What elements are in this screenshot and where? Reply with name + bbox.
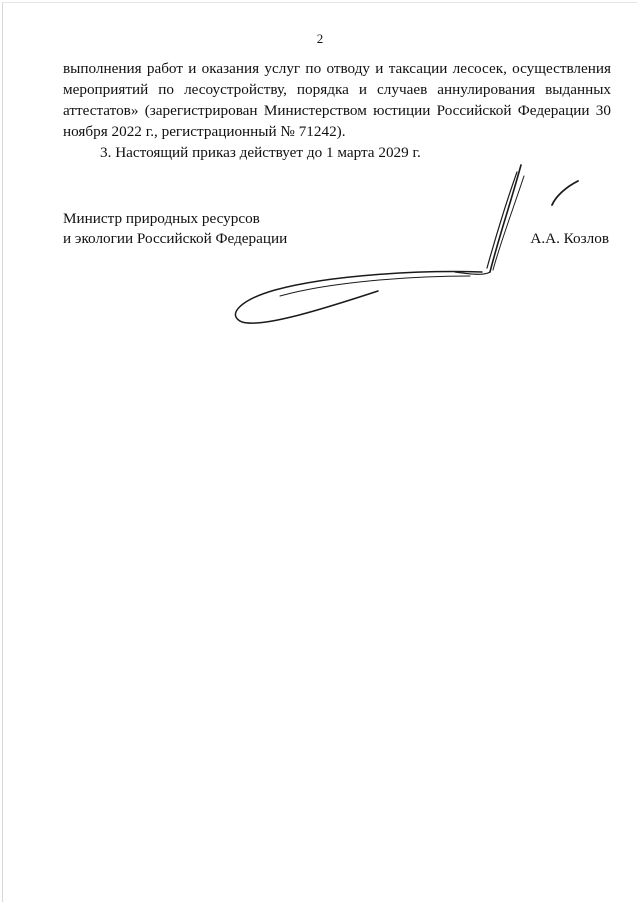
signature-stroke-vertical-3: [493, 176, 524, 270]
signatory-title-line-2: и экологии Российской Федерации: [63, 230, 288, 247]
signature-stroke-loop-inner: [280, 276, 470, 296]
signature-stroke-vertical-2: [487, 172, 517, 268]
signatory-title-line-1: Министр природных ресурсов: [63, 210, 260, 227]
signature-stroke-tick: [552, 181, 578, 205]
signature-stroke-loop: [235, 272, 482, 324]
paragraph-clause-3: 3. Настоящий приказ действует до 1 марта 2029 г.: [100, 144, 421, 161]
paragraph-continuation: выполнения работ и оказания услуг по отводу и таксации лесосек, осуществления мероприятий по лесоустройству, порядка и случаев аннулирования выданных аттестатов» (зарегистрирован Министерством юстиции Российской Федерации 30 ноября 2022 г., регистрационный № 71242).: [63, 60, 611, 140]
signatory-name: А.А. Козлов: [530, 230, 609, 247]
page-number: 2: [316, 31, 324, 46]
signature-stroke-vertical: [490, 165, 521, 272]
